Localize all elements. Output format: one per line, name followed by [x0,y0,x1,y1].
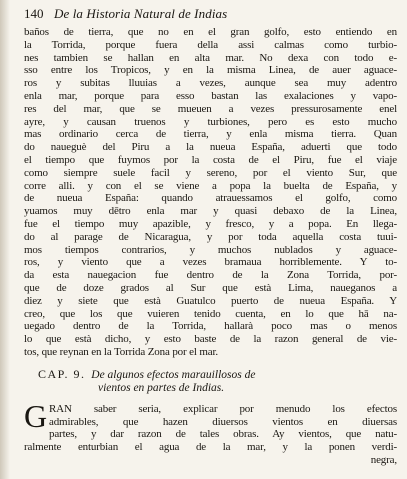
running-head: De la Historia Natural de Indias [54,6,228,21]
text-line: res del mar, que se mueuen a vezes pressurosamente enel [24,102,397,115]
text-line: fue el tiempo muy apazible, y fresco, y a popa. En llega- [24,217,397,230]
text-line: ros y subitas lluuias a vezes, aunque sea muy adentro [24,77,397,90]
chapter-title-part-2: vientos en partes de Indias. [98,381,225,394]
text-line: ros, y viento que a vezes bramaua horriblemente. Y to- [24,256,397,269]
text-line: do al parage de Nicaragua, y por toda aquella costa tuui- [24,230,397,243]
text-line: da esta nauegacion fue dentro de la Zona Torrida, por- [24,269,397,282]
text-line: diez y siete que està Guatulco puerto de nueua España. Y [24,294,397,307]
paragraph-1 [24,26,397,359]
text-line: ralmente enturbian el agua de la mar, y la ponen verdi- [24,441,397,454]
page-number: 140 [24,6,44,21]
text-line: sso entre los Tropicos, y en la misma Linea, de auer aguace- [24,64,397,77]
first-word-caps: RAN [48,402,72,415]
text-line: partes, y dar razon de tales obras. Ay vientos, que natu- [48,428,397,441]
paragraph-2 [24,397,397,467]
text-line: la Torrida, porque fuera della assi calmas como turbio- [24,38,397,51]
text-line: yuamos muy dētro enla mar y quasi debaxo de la Linea, [24,205,397,218]
catchword: negra, [370,453,397,466]
page-header [24,6,397,24]
text-line: como siempre suele facil y sereno, por el viento Sur, que [24,166,397,179]
text-line: baños de tierra, que no en el gran golfo, esto entiendo en [24,26,397,38]
chapter-title-part-1: De algunos efectos marauillosos de [91,368,256,381]
text-line: uegado dentro de la Torrida, hallarà poco mas o menos [24,320,397,333]
text-line: mas ordinario cerca de tierra, y enla misma tierra. Quan [24,128,397,141]
text-line: que de doze grados al Sur que està Lima, naueganos a [24,281,397,294]
chapter-label: CAP. 9. [38,366,86,381]
text-line: lo que està dicho, y esto baste de la razon general de vie- [24,333,397,346]
drop-cap: G [24,397,47,434]
text-line: admirables, que hazen diuersos vientos en diuersas [48,415,397,428]
text-line: corre alli. y con el se viene a popa la bueltа de España, y [24,179,397,192]
text-line: do naueguè del Piru a la nueua España, aduerti que todo [24,141,397,154]
chapter-heading [24,368,397,395]
text-line: enla mar, porque para esso bastan las exalaciones y vapo- [24,89,397,102]
text-line: creo, que los que vuieren tenido cuenta, en lo que hā na- [24,307,397,320]
text-line: mos tiempos contrarios, y muchos nublados y aguace- [24,243,397,256]
text-line: de nueua España: quando atrauessamos el golfo, como [24,192,397,205]
text-line: ayre, y causan truenos y turbiones, pero es esto mucho [24,115,397,128]
text-line: el tiempo que fuymos por la costa de el Piru, fue el viaje [24,153,397,166]
text-line [49,403,397,416]
text-line-rest: saber seria, explicar por menudo los efectos [71,402,397,415]
text-line: nes tambien se hallan en alta mar. No dexa con todo e- [24,51,397,64]
chapter-heading-line-1 [24,368,397,382]
text-line: tos, que reynan en la Torrida Zona por el mar. [24,345,219,358]
